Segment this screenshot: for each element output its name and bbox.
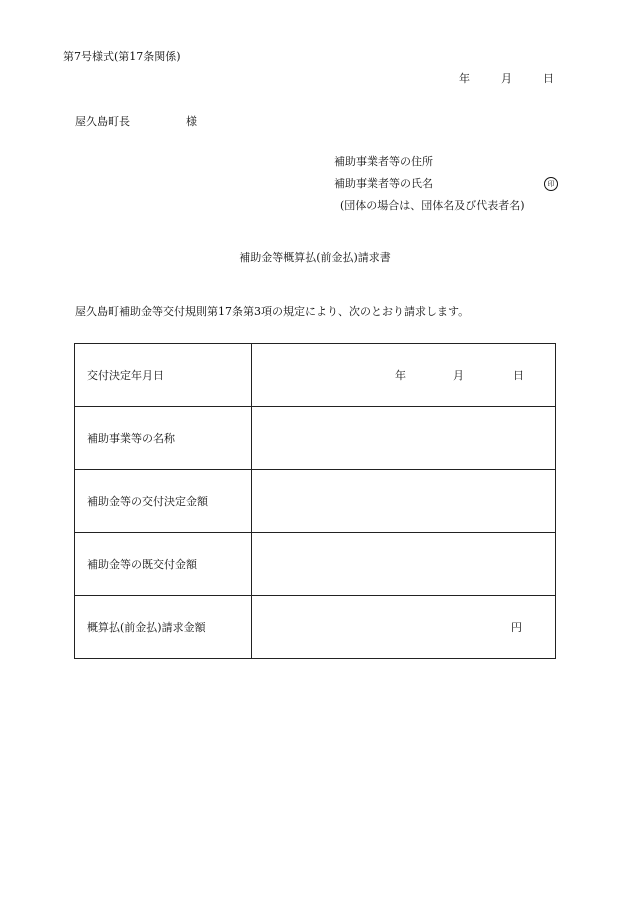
applicant-name-label: 補助事業者等の氏名 <box>334 177 433 190</box>
unit-month: 月 <box>453 369 464 382</box>
row-label: 補助事業等の名称 <box>75 407 252 470</box>
request-table <box>74 343 556 659</box>
date-month: 月 <box>501 72 512 85</box>
table-row <box>75 596 556 659</box>
recipient-name: 屋久島町長 <box>75 115 130 128</box>
paid-amount-field[interactable] <box>252 533 556 596</box>
recipient-honorific: 様 <box>186 115 197 128</box>
request-amount-field[interactable] <box>252 596 556 659</box>
date-year: 年 <box>459 72 470 85</box>
table-row <box>75 533 556 596</box>
table-row <box>75 407 556 470</box>
date-day: 日 <box>543 72 554 85</box>
decision-date-field[interactable] <box>252 344 556 407</box>
row-label: 補助金等の既交付金額 <box>75 533 252 596</box>
intro-text: 屋久島町補助金等交付規則第17条第3項の規定により、次のとおり請求します。 <box>75 305 470 318</box>
document-title: 補助金等概算払(前金払)請求書 <box>239 251 391 264</box>
form-number: 第7号様式(第17条関係) <box>63 50 181 63</box>
organization-note: (団体の場合は、団体名及び代表者名) <box>340 199 525 212</box>
unit-yen: 円 <box>511 621 522 634</box>
recipient <box>75 115 197 129</box>
project-name-field[interactable] <box>252 407 556 470</box>
unit-day: 日 <box>513 369 524 382</box>
applicant-address-label: 補助事業者等の住所 <box>334 155 433 168</box>
row-label: 補助金等の交付決定金額 <box>75 470 252 533</box>
table-row <box>75 344 556 407</box>
row-label: 概算払(前金払)請求金額 <box>75 596 252 659</box>
table-row <box>75 470 556 533</box>
unit-year: 年 <box>395 369 406 382</box>
row-label: 交付決定年月日 <box>75 344 252 407</box>
seal-icon: 印 <box>544 177 558 191</box>
date-line <box>459 72 554 86</box>
decided-amount-field[interactable] <box>252 470 556 533</box>
